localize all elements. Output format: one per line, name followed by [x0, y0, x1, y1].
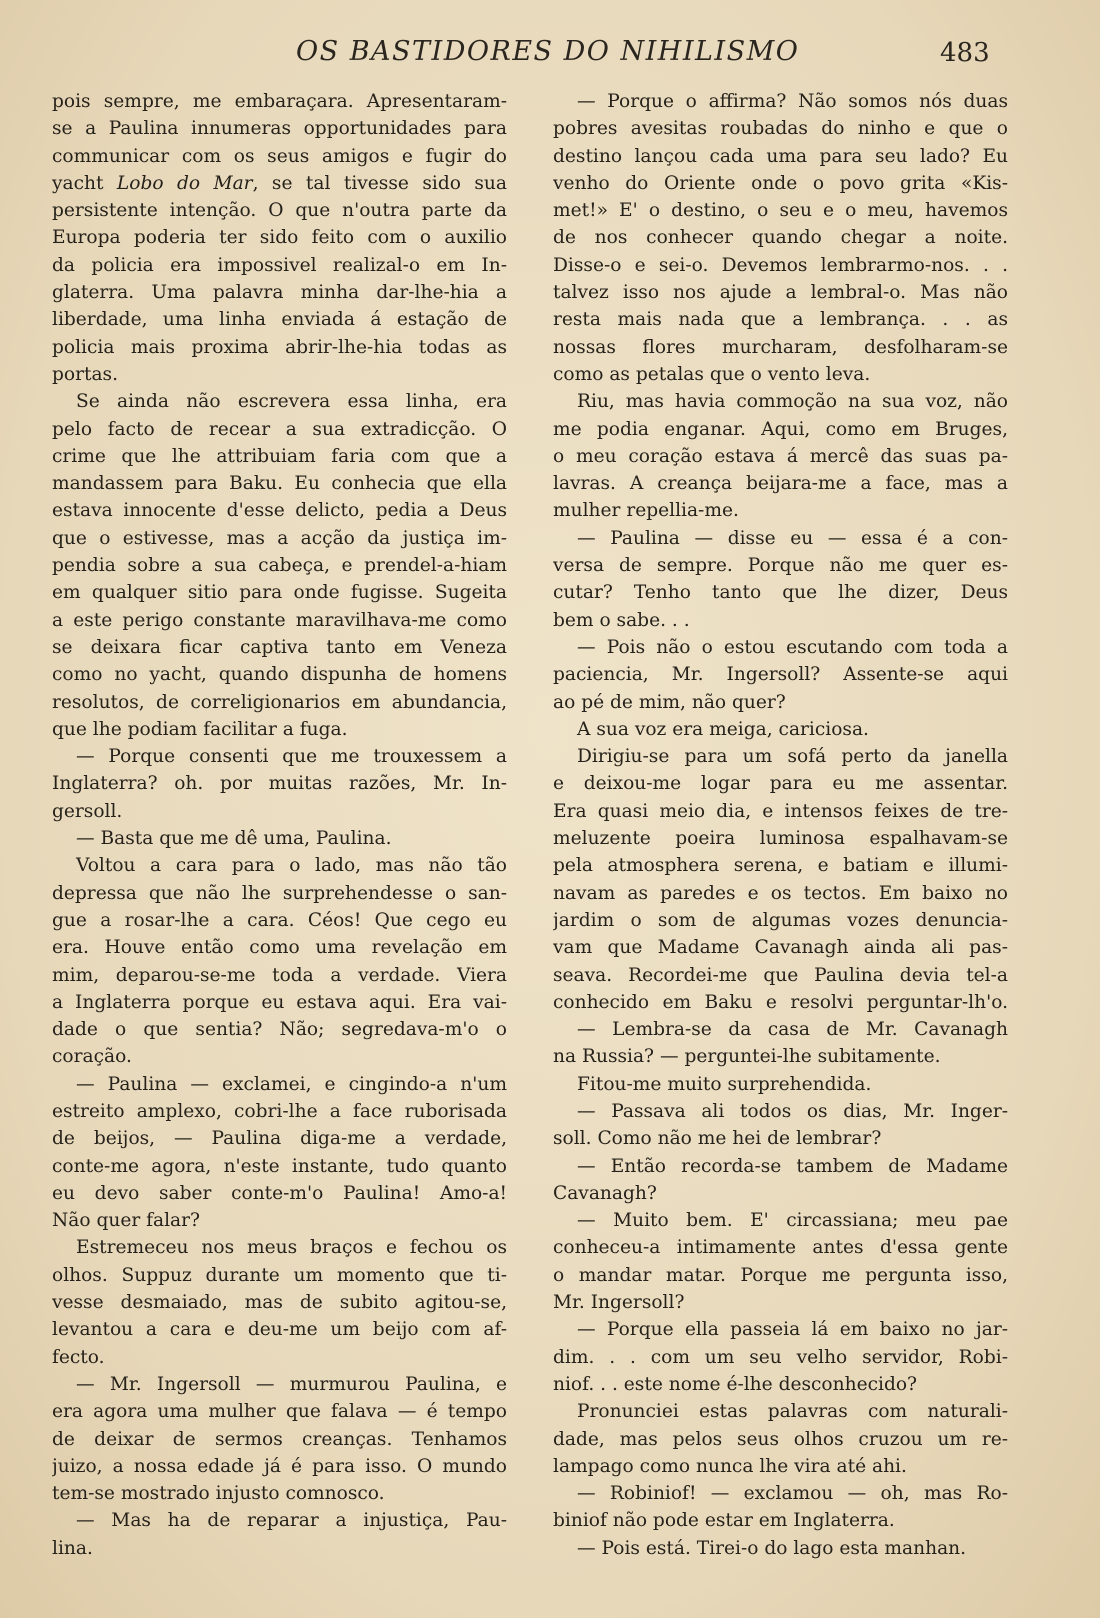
text-line: jardim o som de algumas vozes denuncia- — [553, 909, 1008, 931]
text-line: Fitou-me muito surprehendida. — [577, 1073, 872, 1095]
text-line: de beijos, — Paulina diga-me a verdade, — [52, 1128, 507, 1150]
text-line: A sua voz era meiga, cariciosa. — [577, 718, 869, 740]
text-line: conte-me agora, n'este instante, tudo quanto — [52, 1155, 507, 1177]
text-line: Não quer falar? — [52, 1210, 200, 1232]
text-line: venho do Oriente onde o povo grita «Kis- — [553, 172, 1008, 194]
text-line: a Inglaterra porque eu estava aqui. Era vai- — [52, 991, 507, 1013]
text-line: que lhe podiam facilitar a fuga. — [52, 718, 348, 740]
text-line: na Russia? — perguntei-lhe subitamente. — [553, 1046, 941, 1068]
text-line: Riu, mas havia commoção na sua voz, não — [577, 391, 1008, 413]
text-line: levantou a cara e deu-me um beijo com af- — [52, 1319, 507, 1341]
text-line: vam que Madame Cavanagh ainda ali pas- — [553, 937, 1008, 959]
page-number: 483 — [940, 38, 990, 68]
right-text-column — [553, 88, 1008, 1562]
page-header — [0, 36, 1100, 76]
text-line: pendia sobre a sua cabeça, e prendel-a-hiam — [52, 555, 507, 577]
text-line: portas. — [52, 363, 118, 385]
text-line: em qualquer sitio para onde fugisse. Sugeita — [52, 582, 507, 604]
text-line: — Mr. Ingersoll — murmurou Paulina, e — [76, 1373, 507, 1395]
text-line: ao pé de mim, não quer? — [553, 691, 786, 713]
text-line: a este perigo constante maravilhava-me como — [52, 609, 507, 631]
text-line: — Robiniof! — exclamou — oh, mas Ro- — [577, 1483, 1008, 1505]
text-line: met!» E' o destino, o seu e o meu, havemos — [553, 200, 1008, 222]
text-line: — Então recorda-se tambem de Madame — [577, 1155, 1008, 1177]
text-line: persistente intenção. O que n'outra parte da — [52, 200, 507, 222]
text-line: lampago como nunca lhe vira até ahi. — [553, 1455, 907, 1477]
text-line: depressa que não lhe surprehendesse o san- — [52, 882, 507, 904]
text-line: — Porque ella passeia lá em baixo no jar- — [577, 1319, 1008, 1341]
text-line: Estremeceu nos meus braços e fechou os — [76, 1237, 507, 1259]
text-line: mim, deparou-se-me toda a verdade. Viera — [52, 964, 507, 986]
text-line: lina. — [52, 1537, 93, 1559]
text-line: nossas flores murcharam, desfolharam-se — [553, 336, 1008, 358]
text-line: como no yacht, quando dispunha de homens — [52, 664, 507, 686]
text-line: Se ainda não escrevera essa linha, era — [76, 391, 507, 413]
text-line: biniof não pode estar em Inglaterra. — [553, 1510, 895, 1532]
text-line: — Muito bem. E' circassiana; meu pae — [577, 1210, 1008, 1232]
text-line: Europa poderia ter sido feito com o auxilio — [52, 227, 507, 249]
text-line: communicar com os seus amigos e fugir do — [52, 145, 507, 167]
left-text-column — [52, 88, 507, 1562]
text-line: dade o que sentia? Não; segredava-m'o o — [52, 1019, 507, 1041]
text-line: yacht Lobo do Mar, se tal tivesse sido sua — [52, 172, 507, 194]
text-line: pobres avesitas roubadas do ninho e que o — [553, 118, 1008, 140]
text-line: destino lançou cada uma para seu lado? Eu — [553, 145, 1008, 167]
text-line: — Mas ha de reparar a injustiça, Pau- — [76, 1510, 507, 1532]
text-line: versa de sempre. Porque não me quer es- — [553, 555, 1008, 577]
text-line: coração. — [52, 1046, 132, 1068]
text-line: gue a rosar-lhe a cara. Céos! Que cego eu — [52, 909, 507, 931]
text-line: paciencia, Mr. Ingersoll? Assente-se aqui — [553, 664, 1008, 686]
yacht-name: Lobo do Mar — [116, 172, 253, 194]
text-line: Disse-o e sei-o. Devemos lembrarmo-nos. . . — [553, 254, 1008, 276]
text-line: como as petalas que o vento leva. — [553, 363, 871, 385]
text-line: Era quasi meio dia, e intensos feixes de tre- — [553, 800, 1008, 822]
text-line: — Lembra-se da casa de Mr. Cavanagh — [577, 1019, 1008, 1041]
text-line: e deixou-me logar para eu me assentar. — [553, 773, 1008, 795]
text-line: resta mais nada que a lembrança. . . as — [553, 309, 1008, 331]
text-line: Cavanagh? — [553, 1182, 657, 1204]
text-line: — Porque consenti que me trouxessem a — [76, 746, 507, 768]
text-line: o meu coração estava á mercê das suas pa- — [553, 445, 1008, 467]
text-line: da policia era impossivel realizal-o em In- — [52, 254, 507, 276]
text-line: que o estivesse, mas a acção da justiça im- — [52, 527, 507, 549]
text-line: pela atmosphera serena, e batiam e illumi- — [553, 855, 1008, 877]
text-line: gersoll. — [52, 800, 123, 822]
text-line: eu devo saber conte-m'o Paulina! Amo-a! — [52, 1182, 507, 1204]
text-line: mandassem para Baku. Eu conhecia que ella — [52, 473, 507, 495]
text-line: — Paulina — disse eu — essa é a con- — [577, 527, 1008, 549]
text-line: pois sempre, me embaraçara. Apresentaram- — [52, 91, 507, 112]
text-line: talvez isso nos ajude a lembral-o. Mas não — [553, 282, 1008, 304]
text-line: de nos conhecer quando chegar a noite. — [553, 227, 1008, 249]
text-line: Mr. Ingersoll? — [553, 1292, 685, 1314]
text-line: conhecido em Baku e resolvi perguntar-lh'o. — [553, 991, 1008, 1013]
text-line: vesse desmaiado, mas de subito agitou-se, — [52, 1292, 507, 1314]
text-line: — Basta que me dê uma, Paulina. — [76, 828, 392, 850]
text-line: estreito amplexo, cobri-lhe a face ruborisada — [52, 1100, 507, 1122]
text-line: de deixar de sermos creanças. Tenhamos — [52, 1428, 507, 1450]
text-line: pelo facto de recear a sua extradicção. O — [52, 418, 507, 440]
running-title: OS BASTIDORES DO NIHILISMO — [296, 36, 800, 67]
text-line: crime que lhe attribuiam faria com que a — [52, 445, 507, 467]
text-line: estava innocente d'esse delicto, pedia a Deus — [52, 500, 507, 522]
text-line: — Paulina — exclamei, e cingindo-a n'um — [76, 1073, 507, 1095]
text-line: fecto. — [52, 1346, 105, 1368]
text-line: meluzente poeira luminosa espalhavam-se — [553, 828, 1008, 850]
text-line: bem o sabe. . . — [553, 609, 690, 631]
text-line: o mandar matar. Porque me pergunta isso, — [553, 1264, 1008, 1286]
text-line: era. Houve então como uma revelação em — [52, 937, 507, 959]
text-line: lavras. A creança beijara-me a face, mas a — [553, 473, 1008, 495]
text-line: resolutos, de correligionarios em abundancia, — [52, 691, 507, 713]
text-line: glaterra. Uma palavra minha dar-lhe-hia a — [52, 282, 507, 304]
text-line: Pronunciei estas palavras com naturali- — [577, 1401, 1008, 1423]
text-line: tem-se mostrado injusto comnosco. — [52, 1483, 385, 1505]
text-line: seava. Recordei-me que Paulina devia tel-a — [553, 964, 1008, 986]
text-line: cutar? Tenho tanto que lhe dizer, Deus — [553, 582, 1008, 604]
text-line: juizo, a nossa edade já é para isso. O mundo — [52, 1455, 507, 1477]
text-line: se deixara ficar captiva tanto em Veneza — [52, 636, 507, 658]
text-line: se a Paulina innumeras opportunidades para — [52, 118, 507, 140]
text-line: policia mais proxima abrir-lhe-hia todas as — [52, 336, 507, 358]
text-line: Inglaterra? oh. por muitas razões, Mr. In- — [52, 773, 507, 795]
text-line: — Porque o affirma? Não somos nós duas — [577, 91, 1008, 112]
text-line: liberdade, uma linha enviada á estação de — [52, 309, 507, 331]
text-line: — Pois não o estou escutando com toda a — [577, 636, 1008, 658]
text-line: navam as paredes e os tectos. Em baixo no — [553, 882, 1008, 904]
text-line: era agora uma mulher que falava — é tempo — [52, 1401, 507, 1423]
text-line: olhos. Suppuz durante um momento que ti- — [52, 1264, 507, 1286]
text-line: dade, mas pelos seus olhos cruzou um re- — [553, 1428, 1008, 1450]
text-line: — Pois está. Tirei-o do lago esta manhan. — [577, 1537, 967, 1559]
text-line: mulher repellia-me. — [553, 500, 739, 522]
text-line: niof. . . este nome é-lhe desconhecido? — [553, 1373, 918, 1395]
text-line: conheceu-a intimamente antes d'essa gente — [553, 1237, 1008, 1259]
text-line: dim. . . com um seu velho servidor, Robi- — [553, 1346, 1008, 1368]
text-line: soll. Como não me hei de lembrar? — [553, 1128, 882, 1150]
text-line: — Passava ali todos os dias, Mr. Inger- — [577, 1100, 1008, 1122]
text-line: me podia enganar. Aqui, como em Bruges, — [553, 418, 1008, 440]
text-line: Voltou a cara para o lado, mas não tão — [76, 855, 507, 877]
text-line: Dirigiu-se para um sofá perto da janella — [577, 746, 1008, 768]
